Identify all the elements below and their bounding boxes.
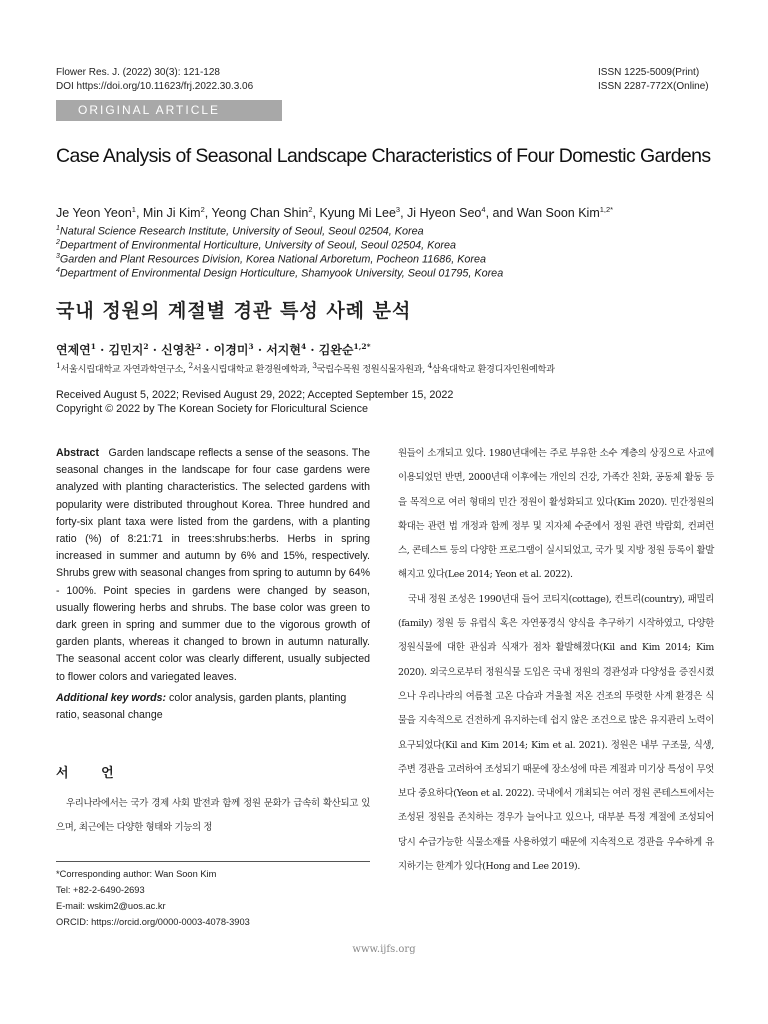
journal-citation: Flower Res. J. (2022) 30(3): 121-128 <box>56 67 220 78</box>
keywords-label: Additional key words: <box>56 691 167 704</box>
affiliation-text: Garden and Plant Resources Division, Korea National Arboretum, Pocheon 11686, Korea <box>59 253 487 266</box>
issn-online: ISSN 2287-772X(Online) <box>598 81 709 92</box>
korean-affiliation-text: 국립수목원 정원식물자원과, <box>316 364 428 376</box>
author-sup: 1 <box>131 205 136 214</box>
korean-affiliation-sup: 2 <box>188 361 193 370</box>
correspondence-block <box>56 866 250 930</box>
intro-paragraph-left: 우리나라에서는 국가 경제 사회 발전과 함께 정원 문화가 급속히 확산되고 있으며, 최근에는 다양한 형태와 기능의 정 <box>56 798 370 834</box>
korean-affiliation-sup: 1 <box>56 361 61 370</box>
korean-author-sup: 2 <box>195 342 202 351</box>
correspondence-line: Tel: +82-2-6490-2693 <box>56 885 145 895</box>
correspondence-line: ORCID: https://orcid.org/0000-0003-4078-3903 <box>56 917 250 927</box>
right-column <box>398 442 714 879</box>
received-dates: Received August 5, 2022; Revised August 29, 2022; Accepted September 15, 2022 <box>56 389 454 401</box>
korean-author-name: 서지현 <box>266 343 301 357</box>
dates-block <box>56 388 453 416</box>
author-sup: 1,2* <box>599 205 614 214</box>
affiliation-item <box>56 264 706 281</box>
korean-author-list: 연제연$^1$ · 김민지$^2$ · 신영찬$^2$ · 이경미$^3$ · 서지현$^4$ · 김완순$^{1,2*}$ <box>56 342 371 357</box>
affiliation-text: Department of Environmental Horticulture, University of Seoul, Seoul 02504, Korea <box>59 239 456 252</box>
author-name: Kyung Mi Lee <box>319 206 396 221</box>
affiliation-sup: 4 <box>56 267 60 274</box>
article-type-banner: ORIGINAL ARTICLE <box>56 100 282 121</box>
copyright-line: Copyright © 2022 by The Korean Society for Floricultural Science <box>56 403 369 415</box>
korean-author-name: 김민지 <box>108 343 144 357</box>
abstract-text: Garden landscape reflects a sense of the seasons. The seasonal changes in the landscape for four case gardens were analyzed with planting characteristics. The selected gardens with popularity were distributed throughout Korea. Three hundred and forty-six plant taxa were listed from the gardens, with a planting ratio (%) of 8:21:71 in trees:shrubs:herbs. Herbs in spring increased in summer and autumn by 6% and 15%, respectively. Shrubs grew with seasonal changes from spring to autumn by 64% - 100%. Point species in gardens were changed by season, usually flowering herbs and shrubs. The base color was green to dark green in spring and summer due to the vigorous growth of garden plants, whereas it changed to brown in autumn naturally. The seasonal accent color was clearly different, usually subjected to flower colors and variegated leaves. <box>56 447 370 683</box>
affiliation-sup: 1 <box>56 225 60 232</box>
korean-affiliation-text: 삼육대학교 환경디자인원예학과 <box>431 364 555 376</box>
affiliation-text: Natural Science Research Institute, University of Seoul, Seoul 02504, Korea <box>59 225 424 238</box>
korean-author-name: 연제연 <box>56 343 91 357</box>
korean-author-sup: 1 <box>90 342 96 351</box>
correspondence-line: *Corresponding author: Wan Soon Kim <box>56 869 217 879</box>
korean-author-name: 이경미 <box>213 343 249 357</box>
doi-line: DOI https://doi.org/10.11623/frj.2022.30.3.06 <box>56 81 254 92</box>
korean-author-sup: 4 <box>300 342 307 351</box>
author-sup: 2 <box>308 205 313 214</box>
korean-title: 국내 정원의 계절별 경관 특성 사례 분석 <box>56 300 412 322</box>
body-paragraph: 국내 정원 조성은 1990년대 들어 코티지(cottage), 컨트리(country), 패밀리(family) 정원 등 유럽식 혹은 자연풍경식 양식을 추구하기 시작하였고, 다양한 정원식물에 대한 관심과 식재가 점차 활발해졌다(Kil and Kim 2014; Kim 2020). 외국으로부터 정원식물 도입은 국내 정원의 경관성과 다양성을 증진시켰으나 우리나라의 여름철 고온 다습과 겨울철 저온 건조의 뚜렷한 사계 환경은 식물을 지속적으로 건전하게 유지하는데 쉽지 않은 조건으로 많은 유지관리 노력이 요구되었다(Kil and Kim 2014; Kim et al. 2021). 정원은 내부 구조물, 식생, 주변 경관을 고려하여 조성되기 때문에 장소성에 따른 계절과 미기상 특성이 무엇보다 중요하다(Yeon et al. 2022). 국내에서 개최되는 여러 정원 콘테스트에서는 조성된 정원을 존치하는 경우가 늘어나고 있으나, 대부분 특정 계절에 조성되어 당시 수급가능한 식물소재를 사용하였기 때문에 지속적으로 경관을 우수하게 유지하기는 한계가 있다(Hong and Lee 2019). <box>398 593 714 873</box>
affiliation-sup: 3 <box>56 253 60 260</box>
korean-author-name: 김완순 <box>318 343 354 357</box>
footnote-divider <box>56 861 370 862</box>
keywords-text: color analysis, garden plants, planting ratio, seasonal change <box>56 691 347 722</box>
korean-affiliation-text: 서울시립대학교 환경원예학과, <box>192 364 313 376</box>
abstract-label: Abstract <box>56 447 99 459</box>
keywords <box>56 690 370 724</box>
paper-title: Case Analysis of Seasonal Landscape Characteristics of Four Domestic Gardens <box>56 145 711 167</box>
korean-author-sup: 2 <box>143 342 149 351</box>
author-sup: 3 <box>395 205 401 214</box>
journal-url-footer: www.ijfs.org <box>352 944 416 955</box>
author-name: Je Yeon Yeon <box>56 206 132 221</box>
korean-author-sup: 3 <box>248 342 254 351</box>
korean-author-sup: 1,2* <box>353 342 371 351</box>
korean-affiliation-sup: 3 <box>312 361 317 370</box>
issn-print: ISSN 1225-5009(Print) <box>598 67 700 78</box>
author-name: Min Ji Kim <box>142 206 201 221</box>
author-sup: 4 <box>481 205 486 214</box>
korean-affiliation-text: 서울시립대학교 자연과학연구소, <box>60 364 189 376</box>
author-name: Ji Hyeon Seo <box>407 206 482 221</box>
author-name: Yeong Chan Shin <box>211 206 309 221</box>
korean-affiliation-sup: 4 <box>427 361 432 370</box>
author-list: Je Yeon Yeon$^1$, Min Ji Kim$^2$, Yeong Chan Shin$^2$, Kyung Mi Lee$^3$, Ji Hyeon Seo$^4$, and Wan Soon Kim$^{1,2*}$ <box>56 205 614 221</box>
section-title-introduction: 서 언 <box>56 766 128 781</box>
left-column <box>56 445 370 724</box>
author-sup: 2 <box>200 205 205 214</box>
affiliation-sup: 2 <box>56 239 60 246</box>
korean-author-name: 신영찬 <box>161 343 196 357</box>
author-name: and Wan Soon Kim <box>492 206 600 221</box>
affiliation-text: Department of Environmental Design Horticulture, Shamyook University, Seoul 01795, Korea <box>59 267 504 280</box>
abstract <box>56 445 370 686</box>
korean-affiliation-list <box>56 361 555 375</box>
correspondence-line: E-mail: wskim2@uos.ac.kr <box>56 901 166 911</box>
body-paragraph: 원들이 소개되고 있다. 1980년대에는 주로 부유한 소수 계층의 상징으로 사교에 이용되었던 반면, 2000년대 이후에는 개인의 건강, 가족간 친화, 공동체 활동 등을 목적으로 여러 형태의 민간 정원이 활성화되고 있다(Kim 2020). 민간정원의 확대는 관련 법 개정과 함께 정부 및 지자체 수준에서 정원 관련 박람회, 컨퍼런스, 콘테스트 등의 다양한 프로그램이 실시되었고, 국가 및 지방 정원 등록이 활발해지고 있다(Lee 2014; Yeon et al. 2022). <box>398 448 714 581</box>
